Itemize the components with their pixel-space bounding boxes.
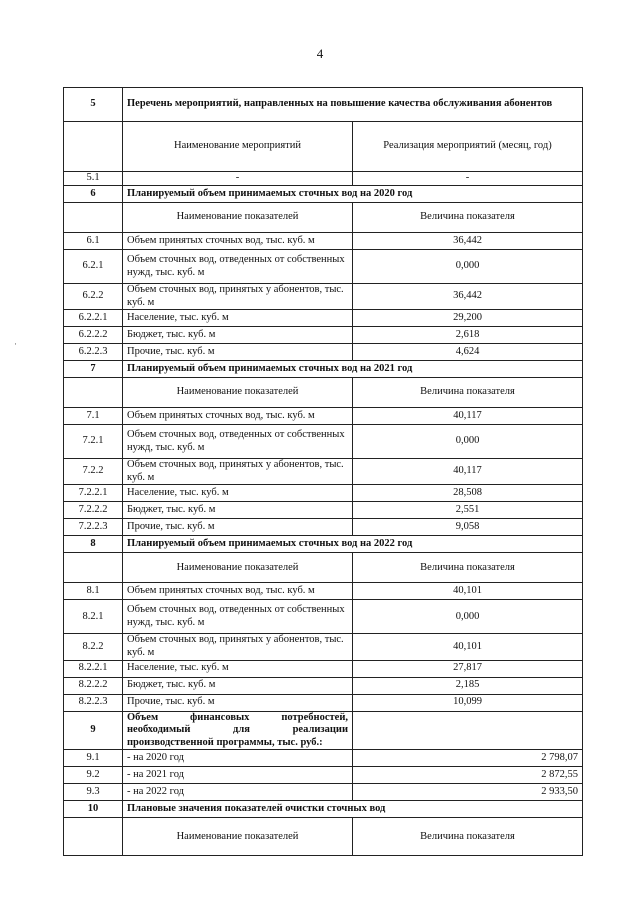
- row-value: 29,200: [353, 310, 583, 327]
- row-value: 2 872,55: [353, 767, 583, 784]
- row-label: Прочие, тыс. куб. м: [123, 519, 353, 536]
- margin-mark: ·: [14, 339, 17, 349]
- row-number: 6.2.1: [64, 250, 123, 284]
- row-value: 9,058: [353, 519, 583, 536]
- table-row: [64, 750, 583, 767]
- empty-cell: [64, 378, 123, 408]
- table-row: [64, 327, 583, 344]
- column-header-value: Реализация мероприятий (месяц, год): [353, 122, 583, 172]
- empty-cell: [64, 122, 123, 172]
- row-label: Бюджет, тыс. куб. м: [123, 677, 353, 694]
- row-number: 8.2.2: [64, 634, 123, 660]
- row-value: 40,101: [353, 634, 583, 660]
- table-row: [64, 284, 583, 310]
- column-header-value: Величина показателя: [353, 553, 583, 583]
- section-title: Планируемый объем принимаемых сточных вод на 2021 год: [123, 361, 583, 378]
- column-header: Наименование показателей: [123, 378, 353, 408]
- row-value: -: [353, 172, 583, 186]
- table-row: [64, 233, 583, 250]
- row-value: 40,117: [353, 459, 583, 485]
- row-label: Объем сточных вод, отведенных от собственных нужд, тыс. куб. м: [123, 425, 353, 459]
- column-header-value: Величина показателя: [353, 818, 583, 856]
- column-header-value: Величина показателя: [353, 378, 583, 408]
- row-value: 2 933,50: [353, 784, 583, 801]
- program-table: [63, 87, 583, 856]
- row-value: 0,000: [353, 425, 583, 459]
- row-label: Объем сточных вод, отведенных от собственных нужд, тыс. куб. м: [123, 600, 353, 634]
- column-header: Наименование показателей: [123, 203, 353, 233]
- row-value: 4,624: [353, 344, 583, 361]
- table-row: [64, 485, 583, 502]
- row-label: Население, тыс. куб. м: [123, 485, 353, 502]
- section-title: Плановые значения показателей очистки сточных вод: [123, 801, 583, 818]
- section-number: 9: [64, 711, 123, 750]
- row-number: 6.1: [64, 233, 123, 250]
- table-row: [64, 425, 583, 459]
- row-number: 9.3: [64, 784, 123, 801]
- column-header-row: [64, 553, 583, 583]
- section-title: Объем финансовых потребностей, необходимый для реализации производственной программы, тыс. руб.:: [123, 711, 353, 750]
- column-header: Наименование мероприятий: [123, 122, 353, 172]
- row-value: 36,442: [353, 284, 583, 310]
- section-title: Перечень мероприятий, направленных на повышение качества обслуживания абонентов: [123, 88, 583, 122]
- table-row: [64, 784, 583, 801]
- row-number: 7.1: [64, 408, 123, 425]
- row-value: 2 798,07: [353, 750, 583, 767]
- section-number: 8: [64, 536, 123, 553]
- row-value: 40,101: [353, 583, 583, 600]
- section-number: 5: [64, 88, 123, 122]
- table-row: [64, 767, 583, 784]
- row-label: Население, тыс. куб. м: [123, 310, 353, 327]
- row-value: 28,508: [353, 485, 583, 502]
- section-title: Планируемый объем принимаемых сточных вод на 2022 год: [123, 536, 583, 553]
- row-value: 27,817: [353, 660, 583, 677]
- empty-cell: [64, 818, 123, 856]
- section-row: [64, 536, 583, 553]
- table-row: [64, 583, 583, 600]
- section-row: [64, 361, 583, 378]
- row-label: - на 2022 год: [123, 784, 353, 801]
- row-value: 0,000: [353, 250, 583, 284]
- section-number: 7: [64, 361, 123, 378]
- row-number: 6.2.2.3: [64, 344, 123, 361]
- row-number: 8.2.2.3: [64, 694, 123, 711]
- column-header-row: [64, 818, 583, 856]
- section-row: [64, 801, 583, 818]
- row-label: Объем принятых сточных вод, тыс. куб. м: [123, 233, 353, 250]
- row-number: 8.1: [64, 583, 123, 600]
- table-row: [64, 694, 583, 711]
- table-row: [64, 344, 583, 361]
- row-value: 2,618: [353, 327, 583, 344]
- row-label: Объем принятых сточных вод, тыс. куб. м: [123, 408, 353, 425]
- column-header: Наименование показателей: [123, 553, 353, 583]
- row-label: Прочие, тыс. куб. м: [123, 344, 353, 361]
- row-label: Объем сточных вод, принятых у абонентов, тыс. куб. м: [123, 284, 353, 310]
- row-number: 6.2.2: [64, 284, 123, 310]
- empty-cell: [64, 203, 123, 233]
- row-label: Объем принятых сточных вод, тыс. куб. м: [123, 583, 353, 600]
- table-row: [64, 519, 583, 536]
- row-number: 5.1: [64, 172, 123, 186]
- row-number: 7.2.2.3: [64, 519, 123, 536]
- row-number: 8.2.1: [64, 600, 123, 634]
- section-number: 6: [64, 186, 123, 203]
- row-number: 9.2: [64, 767, 123, 784]
- row-value: 0,000: [353, 600, 583, 634]
- row-label: -: [123, 172, 353, 186]
- row-number: 6.2.2.1: [64, 310, 123, 327]
- table-row: [64, 310, 583, 327]
- row-number: 8.2.2.2: [64, 677, 123, 694]
- column-header-row: [64, 122, 583, 172]
- column-header-value: Величина показателя: [353, 203, 583, 233]
- empty-cell: [64, 553, 123, 583]
- section-row: [64, 88, 583, 122]
- column-header-row: [64, 203, 583, 233]
- table-row: [64, 600, 583, 634]
- row-number: 7.2.2.2: [64, 502, 123, 519]
- section-row: [64, 186, 583, 203]
- section-number: 10: [64, 801, 123, 818]
- row-value: 40,117: [353, 408, 583, 425]
- row-number: 8.2.2.1: [64, 660, 123, 677]
- row-label: Объем сточных вод, отведенных от собственных нужд, тыс. куб. м: [123, 250, 353, 284]
- row-value: 2,551: [353, 502, 583, 519]
- column-header-row: [64, 378, 583, 408]
- page-number: 4: [316, 46, 324, 61]
- table-row: [64, 634, 583, 660]
- row-number: 6.2.2.2: [64, 327, 123, 344]
- row-label: Бюджет, тыс. куб. м: [123, 502, 353, 519]
- table-row: [64, 660, 583, 677]
- row-number: 7.2.2: [64, 459, 123, 485]
- table-row: [64, 459, 583, 485]
- section-title: Планируемый объем принимаемых сточных вод на 2020 год: [123, 186, 583, 203]
- row-number: 7.2.1: [64, 425, 123, 459]
- table-row: [64, 250, 583, 284]
- section-row: [64, 711, 583, 750]
- row-label: Прочие, тыс. куб. м: [123, 694, 353, 711]
- row-label: Население, тыс. куб. м: [123, 660, 353, 677]
- table-row: [64, 172, 583, 186]
- table-row: [64, 408, 583, 425]
- row-number: 9.1: [64, 750, 123, 767]
- table-row: [64, 677, 583, 694]
- row-value: 10,099: [353, 694, 583, 711]
- column-header: Наименование показателей: [123, 818, 353, 856]
- row-label: Бюджет, тыс. куб. м: [123, 327, 353, 344]
- empty-cell: [353, 711, 583, 750]
- row-value: 2,185: [353, 677, 583, 694]
- row-number: 7.2.2.1: [64, 485, 123, 502]
- row-label: - на 2021 год: [123, 767, 353, 784]
- row-label: Объем сточных вод, принятых у абонентов, тыс. куб. м: [123, 634, 353, 660]
- row-label: Объем сточных вод, принятых у абонентов, тыс. куб. м: [123, 459, 353, 485]
- row-label: - на 2020 год: [123, 750, 353, 767]
- row-value: 36,442: [353, 233, 583, 250]
- table-row: [64, 502, 583, 519]
